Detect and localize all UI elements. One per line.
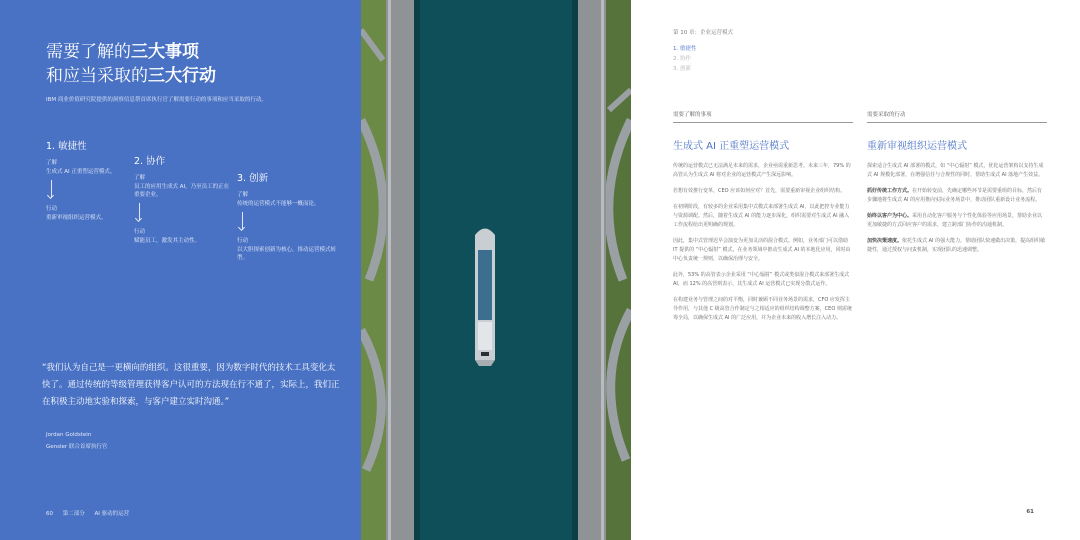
act-text: 赋能员工，激发其主动性。 bbox=[134, 238, 201, 244]
know-label: 了解 bbox=[237, 192, 249, 198]
body-paragraph: 探索适合生成式 AI 部署的模式，如 “中心辐射” 模式，优化运营架构以支持生成式 AI 规模化部署，在增强信任与合规性的同时，帮助生成式 AI 落地产生效益。 bbox=[867, 163, 1044, 178]
column-heading: 生成式 AI 正重塑运营模式 bbox=[673, 141, 790, 152]
cargo-ship bbox=[475, 229, 495, 367]
column-what-to-know bbox=[673, 110, 853, 330]
know-text: 员工的应用生成式 AI，乃至员工的正在重要企业。 bbox=[134, 184, 230, 198]
toc-item-innovation[interactable]: 3. 创新 bbox=[673, 66, 691, 72]
act-label: 行动 bbox=[237, 238, 249, 244]
intro-text: IBM 商业价值研究院提供的洞察信息帮首席执行官了解需要行动的事项和应当采取的行动。 bbox=[46, 97, 267, 103]
toc-item-collaboration[interactable]: 2. 协作 bbox=[673, 56, 691, 62]
act-text: 重新审视组织运营模式。 bbox=[46, 215, 107, 221]
paragraph-lead: 加快决策速度。 bbox=[867, 238, 903, 244]
act-label: 行动 bbox=[46, 206, 58, 212]
title-line1-bold: 三大事项 bbox=[131, 42, 199, 62]
step-heading: 2. 协作 bbox=[134, 156, 166, 167]
column-what-to-do bbox=[867, 110, 1047, 262]
page-number-left: 60 bbox=[46, 511, 53, 517]
column-body bbox=[867, 162, 1047, 255]
know-label: 了解 bbox=[134, 175, 146, 181]
step-heading: 1. 敏捷性 bbox=[46, 141, 87, 152]
know-label: 了解 bbox=[46, 160, 58, 166]
right-page bbox=[631, 0, 1080, 540]
left-page-panel bbox=[0, 0, 361, 540]
title-line1-plain: 需要了解的 bbox=[46, 42, 131, 62]
body-paragraph: 在初期阶段，有较多的企业采用集中式模式来部署生成式 AI，以此把控专业能力与资源调配。然后，随着生成式 AI 的能力逐步深化，组织需要对生成式 AI 融入工作流程给出更明确的规划。 bbox=[673, 204, 850, 228]
act-label: 行动 bbox=[134, 229, 146, 235]
know-text: 传统的运营模式不能够一概而论。 bbox=[237, 201, 320, 207]
column-label: 需要了解的事项 bbox=[673, 110, 853, 123]
act-text: 以大胆探索创新为核心，推动运营模式转型。 bbox=[237, 247, 337, 261]
step-collaboration bbox=[134, 153, 234, 245]
column-heading: 重新审视组织运营模式 bbox=[867, 141, 967, 152]
canal-illustration bbox=[361, 0, 631, 540]
title-line2-plain: 和应当采取的 bbox=[46, 66, 148, 86]
chapter-title: 第 10 章：企业运营模式 bbox=[673, 30, 733, 36]
footer-title: AI 驱动的运营 bbox=[94, 511, 130, 517]
page-title bbox=[46, 40, 216, 88]
know-text: 生成式 AI 正重塑运营模式。 bbox=[46, 169, 116, 175]
quote-author-role: Gensler 联合首席执行官 bbox=[46, 444, 108, 450]
body-paragraph: 加快决策速度。依托生成式 AI 的强大能力，帮助团队快速做出决策，提高组织敏捷性，通过授权与问责机制，实现团队的迅速调整。 bbox=[867, 238, 1046, 253]
step-innovation bbox=[237, 170, 337, 262]
left-page-footer bbox=[46, 509, 137, 517]
page-number-right: 61 bbox=[1026, 509, 1034, 515]
toc-item-agility[interactable]: 1. 敏捷性 bbox=[673, 46, 697, 52]
paragraph-lead: 始终以客户为中心。 bbox=[867, 213, 913, 219]
column-label: 需要采取的行动 bbox=[867, 110, 1047, 123]
chapter-toc bbox=[673, 44, 697, 74]
body-paragraph: 此外，53% 的高管表示企业采用 “中心辐射” 模式或类似混合模式来部署生成式 AI，而 12% 的高管则表示，其生成式 AI 运营模式已实现分散式运作。 bbox=[673, 272, 850, 287]
body-paragraph: 抓好传统工作方式。在开始转变前，先确定哪些环节是需要重组的目标，然后有步骤地将生成式 AI 的应用推向实际业务场景中，推动团队重新设计业务流程。 bbox=[867, 188, 1043, 203]
body-paragraph: 若想有效推行变革，CEO 应该如何应对？首先，需要重新审视企业组织结构。 bbox=[673, 188, 846, 194]
arrow-down-icon bbox=[136, 203, 144, 223]
aerial-canal-photo bbox=[361, 0, 631, 540]
footer-section: 第二部分 bbox=[62, 511, 85, 517]
arrow-down-icon bbox=[48, 180, 56, 200]
column-body bbox=[673, 162, 853, 323]
body-paragraph: 传统的运营模式已无法满足未来的需求，企业亟需重新思考。未来三年，79% 的高管认为生成式 AI 将对企业的运营模式产生深远影响。 bbox=[673, 163, 851, 178]
ceo-quote: “我们认为自己是一更横向的组织。这很重要，因为数字时代的技术工具变化太快了。通过传统的等级管理获得客户认可的方法现在行不通了，实际上，我们正在积极主动地实验和探索，与客户建立实时沟通。” bbox=[42, 363, 340, 407]
body-paragraph: 始终以客户为中心。采用自动化客户服务与个性化体验等应用场景，帮助企业以更加敏捷的方式回应客户的需求，建立跨部门协作的沟通机制。 bbox=[867, 213, 1043, 228]
paragraph-lead: 抓好传统工作方式。 bbox=[867, 188, 913, 194]
body-paragraph: 因此，集中式管理迟早会演变为更加灵活的混合模式。例如，业务部门可以借助 IT 提供的 “中心辐射” 模式，在业务领域中推动生成式 AI 的本地化应用，同时由中心负责统一规则，以确保治理与安全。 bbox=[673, 238, 851, 262]
quote-author-name: Jordan Goldstein bbox=[46, 432, 92, 438]
step-agility bbox=[46, 138, 131, 222]
body-paragraph: 在构建业务与管理之间的对平衡，同时兼顾不同业务场景的需求，CFO 应发挥主导作用，与其他 C 级高管合作制定与之相适应的组织结构调整方案，CEO 则需统筹全局，以确保生成式 AI 的广泛应用，并为企业未来的收入增长注入动力。 bbox=[673, 297, 852, 321]
arrow-down-icon bbox=[239, 212, 247, 232]
title-line2-bold: 三大行动 bbox=[148, 66, 216, 86]
step-heading: 3. 创新 bbox=[237, 173, 269, 184]
